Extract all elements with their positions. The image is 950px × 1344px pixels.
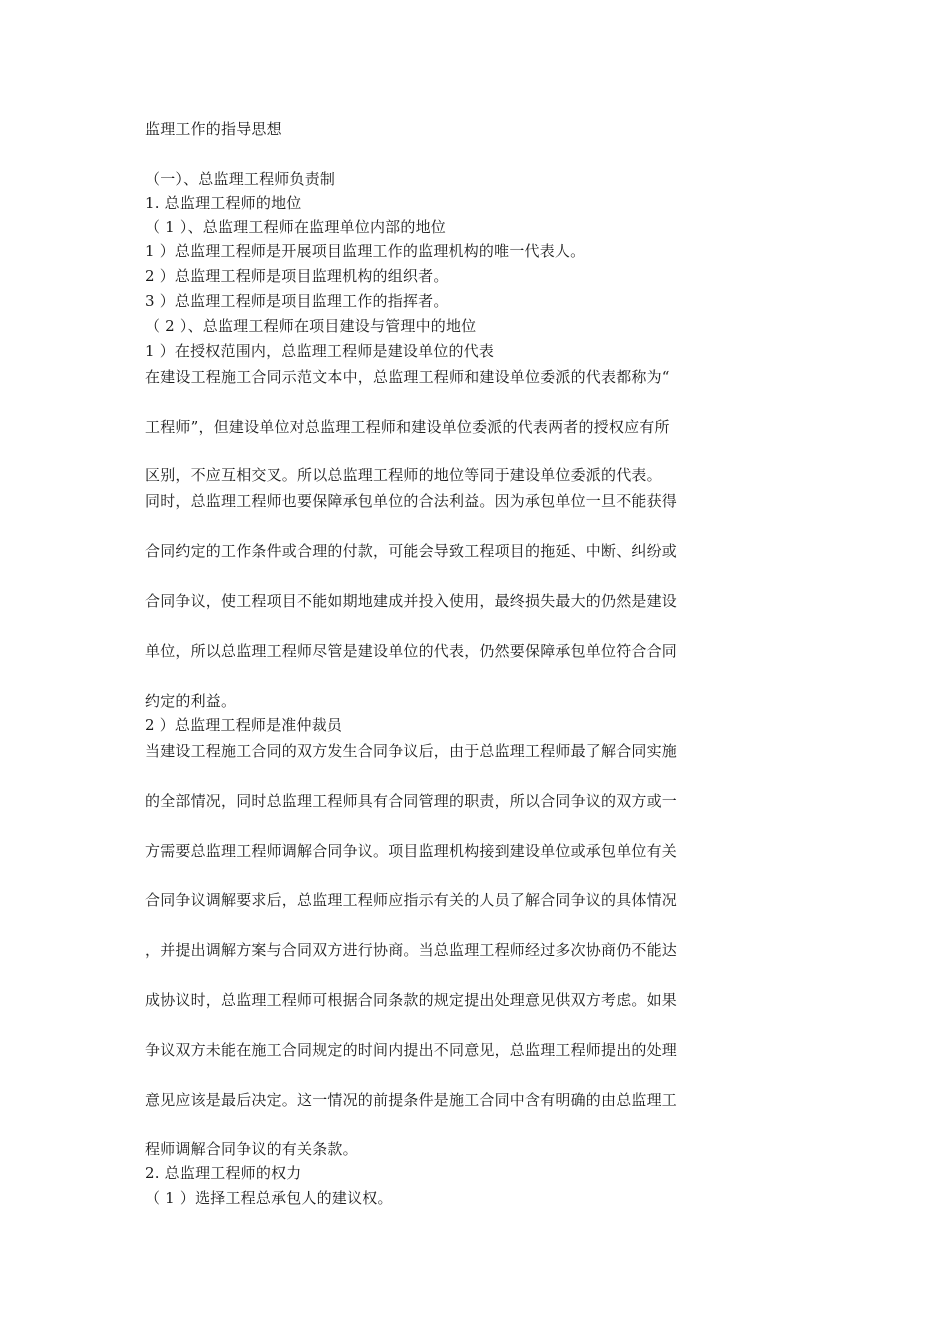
text-line: 约定的利益。	[145, 692, 237, 710]
text-line: 合同争议调解要求后，总监理工程师应指示有关的人员了解合同争议的具体情况	[145, 891, 678, 909]
text-line: 区别，不应互相交叉。所以总监理工程师的地位等同于建设单位委派的代表。	[145, 466, 662, 484]
text-line: 2 ）总监理工程师是项目监理机构的组织者。	[145, 267, 449, 285]
text-line: 当建设工程施工合同的双方发生合同争议后，由于总监理工程师最了解合同实施	[145, 742, 678, 760]
text-line: 工程师”，但建设单位对总监理工程师和建设单位委派的代表两者的授权应有所	[145, 418, 670, 436]
text-line: 在建设工程施工合同示范文本中，总监理工程师和建设单位委派的代表都称为“	[145, 368, 670, 386]
text-line: 合同争议，使工程项目不能如期地建成并投入使用，最终损失最大的仍然是建设	[145, 592, 678, 610]
text-line: （ 1 ）、总监理工程师在监理单位内部的地位	[145, 218, 446, 236]
text-line: 意见应该是最后决定。这一情况的前提条件是施工合同中含有明确的由总监理工	[145, 1091, 678, 1109]
text-line: 单位，所以总监理工程师尽管是建设单位的代表，仍然要保障承包单位符合合同	[145, 642, 678, 660]
text-line: 方需要总监理工程师调解合同争议。项目监理机构接到建设单位或承包单位有关	[145, 842, 678, 860]
text-line: ，并提出调解方案与合同双方进行协商。当总监理工程师经过多次协商仍不能达	[145, 941, 678, 959]
text-line: 1 ）在授权范围内，总监理工程师是建设单位的代表	[145, 342, 495, 360]
text-line: 的全部情况，同时总监理工程师具有合同管理的职责，所以合同争议的双方或一	[145, 792, 678, 810]
text-line: 2 ）总监理工程师是准仲裁员	[145, 716, 343, 734]
text-line: 1. 总监理工程师的地位	[145, 194, 302, 212]
text-line: （ 1 ）选择工程总承包人的建议权。	[145, 1189, 393, 1207]
section-heading: （一）、总监理工程师负责制	[145, 170, 336, 188]
document-title: 监理工作的指导思想	[145, 120, 282, 138]
text-line: 争议双方未能在施工合同规定的时间内提出不同意见，总监理工程师提出的处理	[145, 1041, 678, 1059]
text-line: 1 ）总监理工程师是开展项目监理工作的监理机构的唯一代表人。	[145, 242, 586, 260]
text-line: 程师调解合同争议的有关条款。	[145, 1140, 358, 1158]
text-line: 2. 总监理工程师的权力	[145, 1164, 302, 1182]
text-line: （ 2 ）、总监理工程师在项目建设与管理中的地位	[145, 317, 477, 335]
text-line: 同时，总监理工程师也要保障承包单位的合法利益。因为承包单位一旦不能获得	[145, 492, 678, 510]
text-line: 3 ）总监理工程师是项目监理工作的指挥者。	[145, 292, 449, 310]
text-line: 合同约定的工作条件或合理的付款，可能会导致工程项目的拖延、中断、纠纷或	[145, 542, 678, 560]
text-line: 成协议时，总监理工程师可根据合同条款的规定提出处理意见供双方考虑。如果	[145, 991, 678, 1009]
